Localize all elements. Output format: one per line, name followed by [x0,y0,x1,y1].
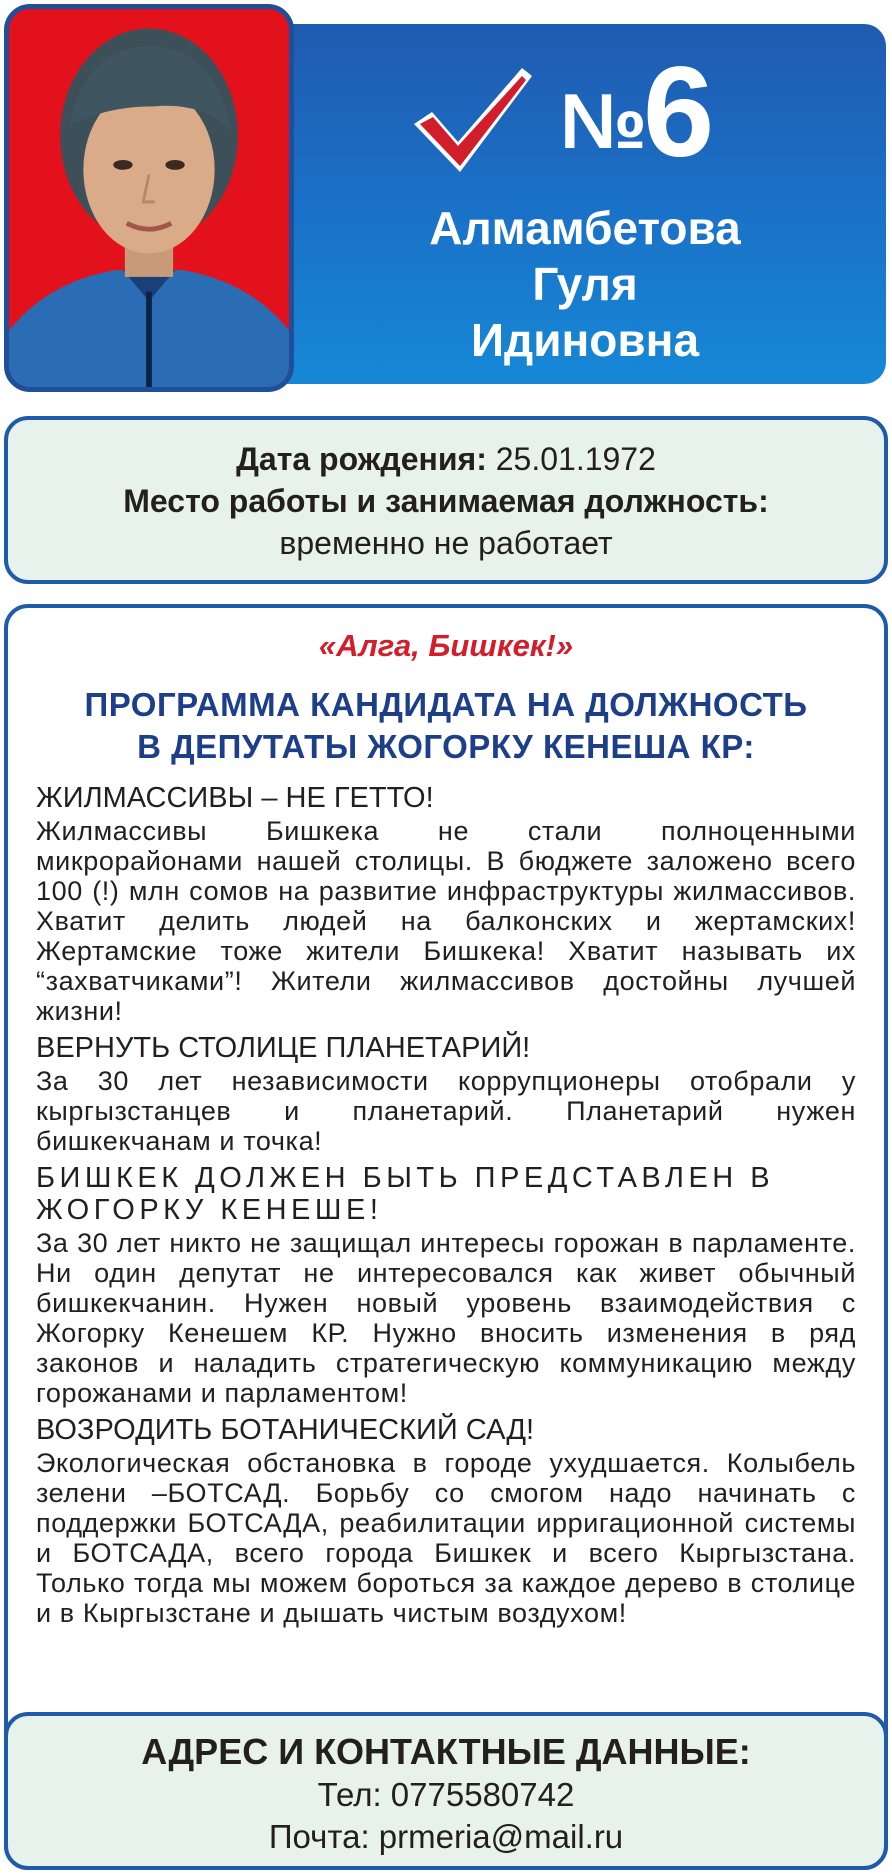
ballot-number [560,41,715,184]
work-value: временно не работает [279,525,613,561]
program-title [8,684,884,768]
work-label-text: Место работы и занимаемая должность: [123,483,769,519]
section-heading: ЖИЛМАССИВЫ – НЕ ГЕТТО! [36,782,434,814]
candidate-first-name: Гуля [532,258,638,310]
program-body [36,782,856,1634]
section-heading: ВОЗРОДИТЬ БОТАНИЧЕСКИЙ САД! [36,1414,535,1446]
contact-title: АДРЕС И КОНТАКТНЫЕ ДАННЫЕ: [141,1731,751,1772]
candidate-photo [4,4,294,392]
candidate-patronymic: Идиновна [470,314,700,366]
section-text: За 30 лет никто не защищал интересы горожан в парламенте. Ни один депутат не интересовался как живет обычный бишкекчанин. Нужен новый уровень взаимодействия с Жогорку Кенешем КР. Нужно вносить изменения в ряд законов и наладить стратегическую коммуникацию между горожанами и парламентом! [36,1228,856,1408]
candidate-surname: Алмамбетова [429,202,741,254]
program-box [4,604,888,1870]
ballot-number-value: 6 [642,41,715,184]
red-checkmark-icon [410,62,535,177]
program-title-line-1: ПРОГРАММА КАНДИДАТА НА ДОЛЖНОСТЬ [84,686,808,723]
section-text: Экологическая обстановка в городе ухудшается. Колыбель зелени –БОТСАД. Борьбу со смогом надо начинать с поддержки БОТСАДА, реабилитации ирригационной системы и БОТСАДА, всего города Бишкек и всего Кыргызстана. Только тогда мы можем бороться за каждое дерево в столице и в Кыргызстане и дышать чистым воздухом! [36,1448,856,1628]
birth-date-label: Дата рождения: [236,441,487,477]
program-title-line-2: В ДЕПУТАТЫ ЖОГОРКУ КЕНЕША КР: [137,728,755,765]
candidate-name [290,200,880,368]
section-heading: ВЕРНУТЬ СТОЛИЦЕ ПЛАНЕТАРИЙ! [36,1032,531,1064]
slogan: «Алга, Бишкек!» [318,628,574,663]
number-sign: № [560,77,643,165]
contact-phone: Тел: 0775580742 [317,1776,575,1813]
section-text: За 30 лет независимости коррупционеры отобрали у кыргызстанцев и планетарий. Планетарий нужен бишкекчанам и точка! [36,1066,856,1156]
section-heading: БИШКЕК ДОЛЖЕН БЫТЬ ПРЕДСТАВЛЕН В ЖОГОРКУ КЕНЕШЕ! [36,1162,775,1226]
birth-date-value: 25.01.1972 [495,441,656,477]
work-label [8,480,884,522]
section-text: Жилмассивы Бишкека не стали полноценными микрорайонами нашей столицы. В бюджете заложено всего 100 (!) млн сомов на развитие инфраструктуры жилмассивов. Хватит делить людей на балконских и жертамских! Жертамские тоже жители Бишкека! Хватит называть их “захватчиками”! Жители жилмассивов достойны лучшей жизни! [36,816,856,1026]
contact-box [4,1712,888,1870]
contact-email: Почта: prmeria@mail.ru [268,1818,624,1855]
birth-date-line [8,438,884,480]
candidate-portrait-icon [9,9,289,387]
candidate-info-box [4,416,888,584]
